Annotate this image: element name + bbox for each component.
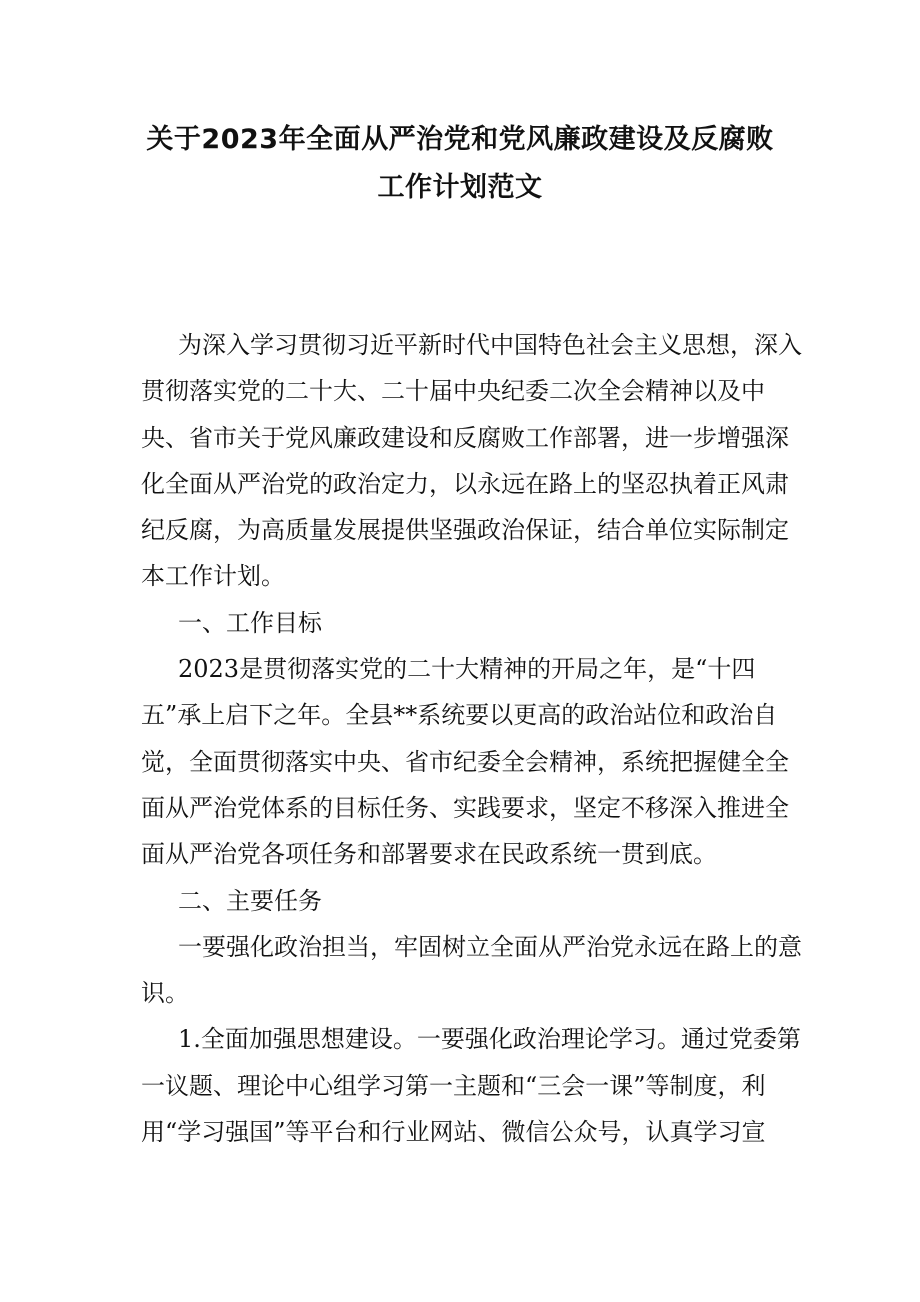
- section-heading: 一、工作目标: [178, 608, 322, 637]
- paragraph-line: 本工作计划。: [141, 562, 285, 591]
- paragraph-line: 识。: [141, 979, 189, 1008]
- paragraph-line: 化全面从严治党的政治定力，以永远在路上的坚忍执着正风肃: [141, 469, 789, 498]
- document-title-line-1: 关于2023年全面从严治党和党风廉政建设及反腐败: [146, 124, 774, 155]
- paragraph-line: 2023是贯彻落实党的二十大精神的开局之年，是“十四: [178, 655, 756, 684]
- paragraph-line: 觉，全面贯彻落实中央、省市纪委全会精神，系统把握健全全: [141, 747, 789, 776]
- paragraph-line: 面从严治党各项任务和部署要求在民政系统一贯到底。: [141, 840, 717, 869]
- paragraph-line: 为深入学习贯彻习近平新时代中国特色社会主义思想，深入: [178, 331, 802, 359]
- paragraph-line: 贯彻落实党的二十大、二十届中央纪委二次全会精神以及中: [141, 377, 765, 406]
- paragraph-line: 纪反腐，为高质量发展提供坚强政治保证，结合单位实际制定: [141, 516, 789, 545]
- paragraph-line: 一议题、理论中心组学习第一主题和“三会一课”等制度，利: [141, 1071, 766, 1100]
- paragraph-line: 用“学习强国”等平台和行业网站、微信公众号，认真学习宣: [141, 1118, 766, 1147]
- paragraph-line: 五”承上启下之年。全县**系统要以更高的政治站位和政治自: [141, 701, 778, 730]
- paragraph-line: 央、省市关于党风廉政建设和反腐败工作部署，进一步增强深: [141, 423, 789, 452]
- document-body: [141, 322, 802, 1155]
- section-heading: 二、主要任务: [178, 886, 322, 915]
- paragraph-line: 1.全面加强思想建设。一要强化政治理论学习。通过党委第: [178, 1025, 801, 1054]
- document-title-line-2: 工作计划范文: [377, 172, 543, 203]
- paragraph-line: 面从严治党体系的目标任务、实践要求，坚定不移深入推进全: [141, 793, 789, 822]
- paragraph-line: 一要强化政治担当，牢固树立全面从严治党永远在路上的意: [178, 932, 802, 961]
